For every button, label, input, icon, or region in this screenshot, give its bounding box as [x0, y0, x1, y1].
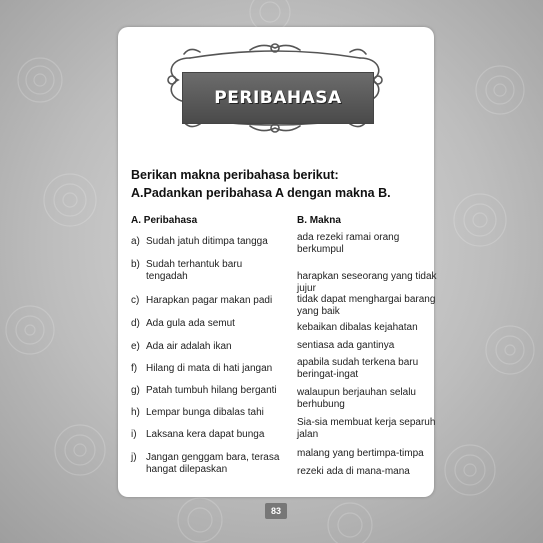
meaning-item: tidak dapat menghargai barang yang baik: [297, 294, 436, 317]
proverb-item: [131, 295, 291, 307]
meaning-item: harapkan seseorang yang tidak jujur: [297, 271, 437, 294]
proverb-item: [131, 341, 291, 353]
proverb-text: Hilang di mata di hati jangan: [146, 363, 273, 374]
proverb-label: e): [131, 341, 140, 352]
proverb-text: Ada gula ada semut: [146, 318, 235, 329]
proverb-text: Ada air adalah ikan: [146, 341, 232, 352]
proverb-text: Jangan genggam bara, terasa hangat dilepaskan: [146, 452, 280, 475]
instruction-line-2: A.Padankan peribahasa A dengan makna B.: [131, 186, 391, 200]
proverb-label: b): [131, 259, 140, 270]
meaning-item: sentiasa ada gantinya: [297, 340, 395, 351]
proverb-label: j): [131, 452, 137, 463]
proverb-text: Harapkan pagar makan padi: [146, 295, 273, 306]
proverb-text: Sudah jatuh ditimpa tangga: [146, 236, 268, 247]
proverb-text: Laksana kera dapat bunga: [146, 429, 265, 440]
page-number: 83: [265, 503, 287, 519]
meaning-item: ada rezeki ramai orang berkumpul: [297, 232, 400, 255]
proverb-item: [131, 363, 291, 375]
title-banner: [182, 72, 374, 124]
meaning-item: rezeki ada di mana-mana: [297, 466, 410, 477]
proverb-label: g): [131, 385, 140, 396]
meaning-item: malang yang bertimpa-timpa: [297, 448, 424, 459]
column-header-b: B. Makna: [297, 215, 341, 226]
meaning-item: walaupun berjauhan selalu berhubung: [297, 387, 416, 410]
proverb-item: [131, 318, 291, 330]
proverb-label: i): [131, 429, 137, 440]
proverb-item: [131, 385, 291, 397]
column-header-a: A. Peribahasa: [131, 215, 198, 226]
proverb-item: [131, 452, 291, 476]
meaning-item: apabila sudah terkena baru beringat-ingat: [297, 357, 419, 380]
proverb-label: d): [131, 318, 140, 329]
proverb-text: Sudah terhantuk baru tengadah: [146, 259, 243, 282]
meaning-item: kebaikan dibalas kejahatan: [297, 322, 418, 333]
proverb-label: f): [131, 363, 138, 374]
proverb-text: Patah tumbuh hilang berganti: [146, 385, 277, 396]
proverb-item: [131, 259, 291, 283]
proverb-item: [131, 429, 291, 441]
proverb-label: h): [131, 407, 140, 418]
proverb-text: Lempar bunga dibalas tahi: [146, 407, 264, 418]
proverb-label: a): [131, 236, 140, 247]
proverb-item: [131, 407, 291, 419]
proverb-item: [131, 236, 291, 248]
instruction-line-1: Berikan makna peribahasa berikut:: [131, 168, 339, 182]
meaning-item: Sia-sia membuat kerja separuh jalan: [297, 417, 436, 440]
page-title: PERIBAHASA: [214, 88, 342, 108]
proverb-label: c): [131, 295, 140, 306]
